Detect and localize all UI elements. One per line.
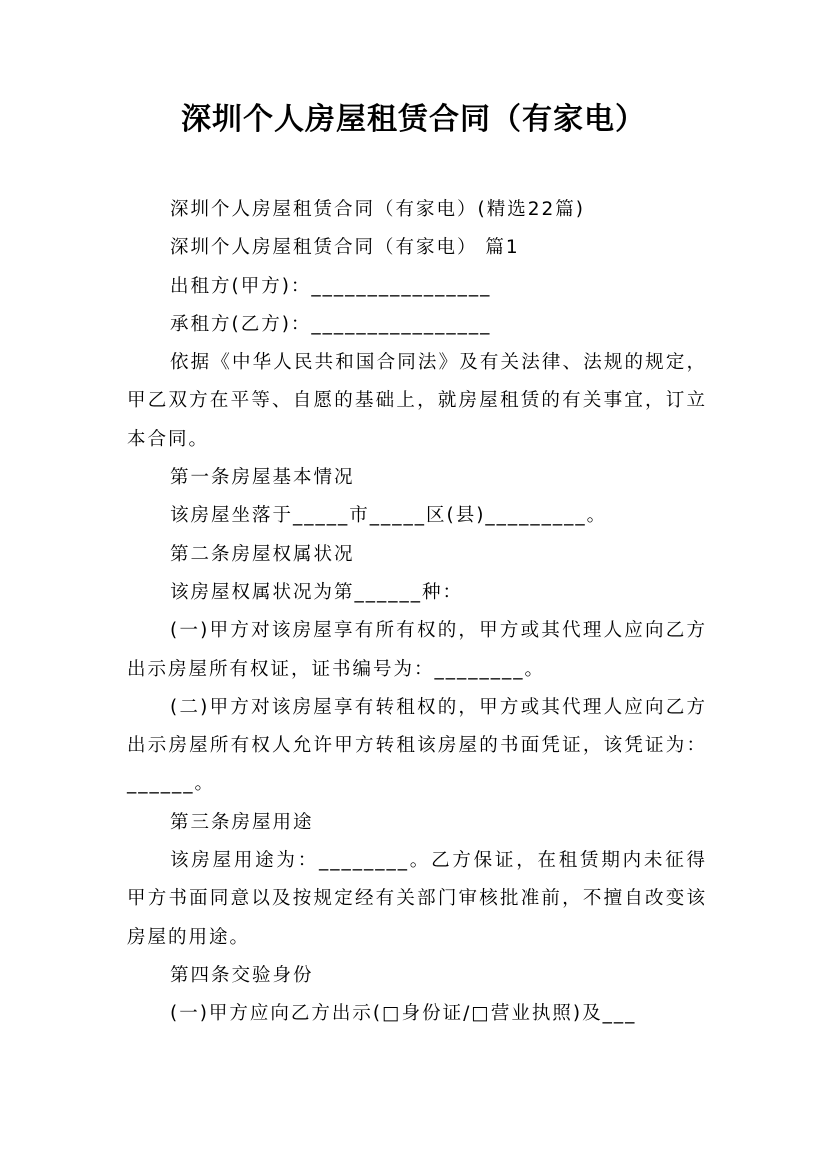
article-text: 该房屋权属状况为第______种： — [170, 581, 464, 603]
lessee-line: 承租方(乙方)：________________ — [170, 313, 492, 335]
section-heading: 深圳个人房屋租赁合同（有家电） 篇1 — [170, 237, 520, 259]
article-heading: 第二条房屋权属状况 — [170, 543, 355, 565]
article-text: (二)甲方对该房屋享有转租权的，甲方或其代理人应向乙方出示房屋所有权人允许甲方转租该房屋的书面凭证，该凭证为：______。 — [127, 696, 707, 795]
document-title: 深圳个人房屋租赁合同（有家电） — [181, 102, 646, 137]
article-text: (一)甲方对该房屋享有所有权的，甲方或其代理人应向乙方出示房屋所有权证，证书编号为：________。 — [127, 620, 707, 680]
article-heading: 第四条交验身份 — [170, 964, 314, 986]
article-heading: 第一条房屋基本情况 — [170, 467, 355, 489]
document-body — [127, 191, 707, 1034]
article-text: 该房屋坐落于_____市_____区(县)_________。 — [170, 505, 608, 527]
lessor-line: 出租方(甲方)：________________ — [170, 275, 492, 297]
article-heading: 第三条房屋用途 — [170, 811, 314, 833]
preamble-paragraph: 依据《中华人民共和国合同法》及有关法律、法规的规定，甲乙双方在平等、自愿的基础上，就房屋租赁的有关事宜，订立本合同。 — [127, 352, 707, 450]
article-text: (一)甲方应向乙方出示(□身份证/□营业执照)及___ — [170, 1003, 637, 1025]
article-text: 该房屋用途为：________。乙方保证，在租赁期内未征得甲方书面同意以及按规定经有关部门审核批准前，不擅自改变该房屋的用途。 — [127, 850, 707, 948]
subtitle-paragraph: 深圳个人房屋租赁合同（有家电）(精选22篇) — [170, 199, 585, 220]
